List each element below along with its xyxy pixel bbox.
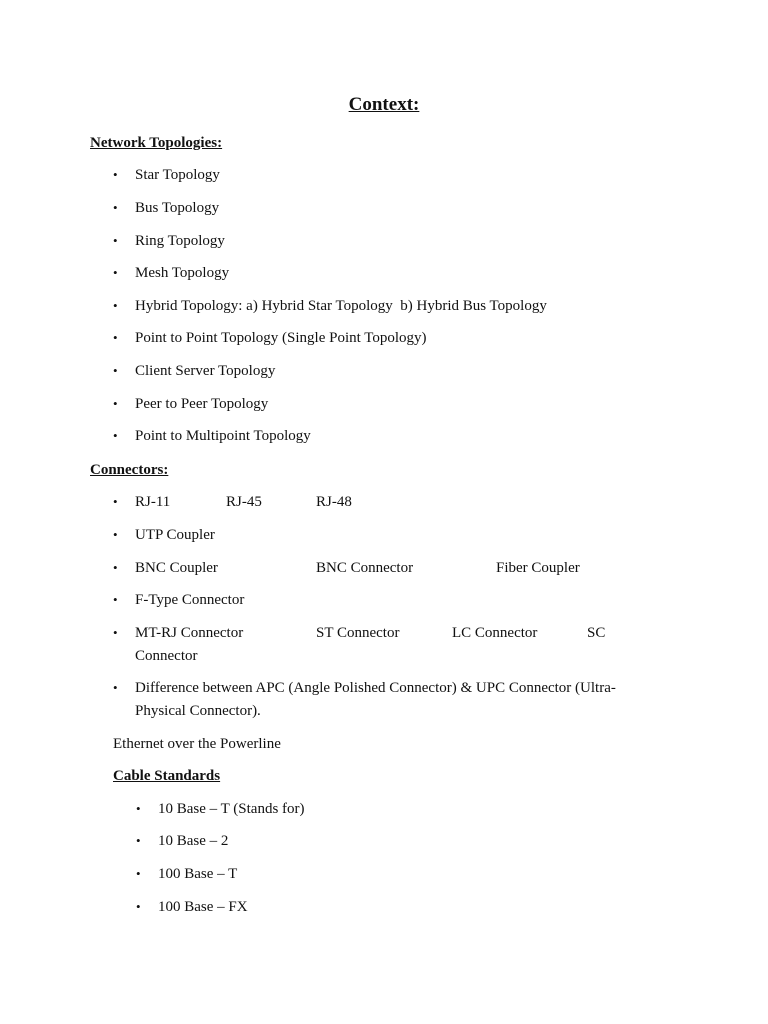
bullet-icon: • [113, 200, 118, 215]
bullet-icon: • [113, 233, 118, 248]
bullet-icon: • [136, 801, 141, 816]
list-item: Bus Topology [135, 200, 220, 216]
bullet-icon: • [136, 866, 141, 881]
list-item: RJ-11 [135, 494, 171, 510]
list-item: ST Connector [316, 625, 400, 641]
bullet-icon: • [113, 298, 118, 313]
bullet-icon: • [113, 363, 118, 378]
bullet-icon: • [136, 833, 141, 848]
list-item: RJ-45 [226, 494, 262, 510]
list-item: 100 Base – T [158, 866, 238, 882]
list-item: Peer to Peer Topology [135, 396, 269, 412]
list-item: Point to Point Topology (Single Point Topology) [135, 330, 427, 346]
bullet-icon: • [113, 494, 118, 509]
bullet-icon: • [113, 560, 118, 575]
bullet-icon: • [113, 680, 118, 695]
bullet-icon: • [113, 396, 118, 411]
list-item: Fiber Coupler [496, 560, 580, 576]
bullet-icon: • [113, 592, 118, 607]
list-item: MT-RJ Connector [135, 625, 244, 641]
bullet-icon: • [113, 167, 118, 182]
list-item: 10 Base – 2 [158, 833, 229, 849]
list-item: BNC Coupler [135, 560, 218, 576]
bullet-icon: • [113, 265, 118, 280]
list-item-continuation: Connector [135, 648, 198, 664]
bullet-icon: • [113, 330, 118, 345]
list-item: 10 Base – T (Stands for) [158, 801, 305, 817]
network-topologies-heading: Network Topologies: [90, 135, 223, 151]
list-item: BNC Connector [316, 560, 414, 576]
ethernet-powerline-text: Ethernet over the Powerline [113, 736, 281, 752]
list-item: Mesh Topology [135, 265, 230, 281]
list-item: Star Topology [135, 167, 220, 183]
bullet-icon: • [136, 899, 141, 914]
page-title: Context: [348, 94, 420, 115]
list-item: Ring Topology [135, 233, 225, 249]
list-item: Difference between APC (Angle Polished Connector) & UPC Connector (Ultra- [135, 680, 616, 696]
list-item: LC Connector [452, 625, 538, 641]
list-item: RJ-48 [316, 494, 352, 510]
list-item: Point to Multipoint Topology [135, 428, 311, 444]
bullet-icon: • [113, 625, 118, 640]
list-item: UTP Coupler [135, 527, 215, 543]
connectors-heading: Connectors: [90, 462, 169, 478]
list-item: SC [587, 625, 606, 641]
list-item: Hybrid Topology: a) Hybrid Star Topology b) Hybrid Bus Topology [135, 298, 547, 314]
bullet-icon: • [113, 527, 118, 542]
bullet-icon: • [113, 428, 118, 443]
list-item: F-Type Connector [135, 592, 245, 608]
list-item: Client Server Topology [135, 363, 276, 379]
list-item-continuation: Physical Connector). [135, 703, 261, 719]
cable-standards-heading: Cable Standards [113, 768, 221, 784]
list-item: 100 Base – FX [158, 899, 248, 915]
